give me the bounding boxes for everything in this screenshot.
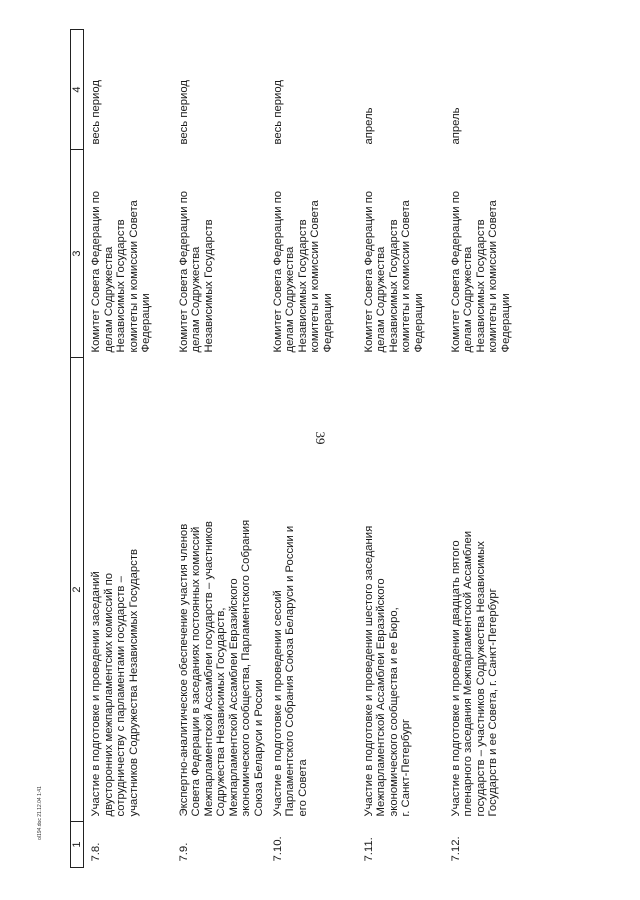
responsible-line: Независимых Государств [474, 219, 487, 353]
page-number: 39 [313, 431, 328, 445]
description-line: пленарного заседания Межпарламентской Ассамблеи [462, 530, 475, 817]
responsible-line: Федерации [413, 293, 426, 353]
row-number: 7.8. [90, 842, 102, 862]
description-line: Союза Беларуси и России [253, 679, 266, 817]
table-row [84, 30, 172, 868]
row-term: весь период [271, 80, 284, 145]
row-number: 7.12. [449, 836, 462, 862]
row-responsible [172, 150, 266, 358]
row-responsible [357, 150, 444, 358]
header-col-3: 3 [71, 150, 84, 358]
description-line: Содружества Независимых Государств, [215, 607, 228, 817]
responsible-line: Федерации [322, 293, 335, 353]
description-line: Межпарламентской Ассамблеи Евразийского [375, 578, 388, 817]
responsible-line: Федерации [500, 293, 513, 353]
row-term: апрель [449, 107, 462, 145]
row-description [266, 358, 357, 822]
responsible-line: делам Содружества [375, 246, 388, 353]
responsible-line: делам Содружества [190, 246, 203, 353]
description-line: участников Содружества Независимых Государств [127, 548, 140, 817]
responsible-line: Независимых Государств [202, 219, 215, 353]
responsible-line: комитеты и комиссии Совета [400, 200, 413, 353]
description-line: его Совета [296, 759, 309, 817]
description-line: Парламентского Собрания Союза Беларуси и России и [284, 525, 297, 817]
header-col-1: 1 [71, 822, 84, 868]
description-line: Участие в подготовке и проведении сессий [271, 590, 284, 817]
responsible-line: комитеты и комиссии Совета [309, 200, 322, 353]
responsible-line: Комитет Совета Федерации по [271, 190, 284, 353]
description-line: экономического сообщества, Парламентского Собрания [240, 519, 253, 817]
table-row [444, 30, 541, 868]
table-row [266, 30, 357, 868]
responsible-line: комитеты и комиссии Совета [487, 200, 500, 353]
description-line: Государств и ее Совета, г. Санкт-Петербург [487, 588, 500, 817]
responsible-line: Независимых Государств [296, 219, 309, 353]
table-row [172, 30, 266, 868]
row-responsible [444, 150, 541, 358]
description-line: г. Санкт-Петербург [400, 718, 413, 817]
description-line: экономического сообщества и ее Бюро, [387, 607, 400, 817]
row-number: 7.10. [271, 836, 284, 862]
responsible-line: Комитет Совета Федерации по [177, 190, 190, 353]
row-term: весь период [177, 80, 190, 145]
row-description [357, 358, 444, 822]
row-term: весь период [90, 80, 102, 145]
responsible-line: Независимых Государств [115, 219, 128, 353]
row-responsible [84, 150, 172, 358]
description-line: государств – участников Содружества Независимых [474, 541, 487, 817]
description-line: Межпарламентской Ассамблеи государств – участников [202, 521, 215, 817]
description-line: двусторонних межпарламентских комиссий по [102, 572, 115, 817]
plan-table [70, 29, 541, 868]
description-line: сотрудничеству с парламентами государств – [115, 576, 128, 817]
table-header-row [71, 30, 84, 868]
rotated-table-container [70, 30, 640, 868]
description-line: Экспертно-аналитическое обеспечение участия членов [177, 523, 190, 817]
description-line: Участие в подготовке и проведении шестого заседания [362, 525, 375, 817]
description-line: Межпарламентской Ассамблеи Евразийского [227, 578, 240, 817]
row-description [172, 358, 266, 822]
description-line: Совета Федерации в заседаниях постоянных комиссий [190, 526, 203, 817]
row-description [444, 358, 541, 822]
row-term: апрель [362, 107, 375, 145]
responsible-line: Комитет Совета Федерации по [362, 190, 375, 353]
responsible-line: делам Содружества [462, 246, 475, 353]
table-row [357, 30, 444, 868]
header-col-4: 4 [71, 30, 84, 150]
row-number: 7.9. [177, 842, 190, 862]
description-line: Участие в подготовке и проведении заседаний [90, 571, 102, 817]
responsible-line: Комитет Совета Федерации по [90, 190, 102, 353]
responsible-line: делам Содружества [284, 246, 297, 353]
row-responsible [266, 150, 357, 358]
footer-filename: ol194.doc 21.12.04 1:41 [37, 786, 43, 840]
header-col-2: 2 [71, 358, 84, 822]
responsible-line: Комитет Совета Федерации по [449, 190, 462, 353]
responsible-line: делам Содружества [102, 246, 115, 353]
description-line: Участие в подготовке и проведении двадцать пятого [449, 540, 462, 817]
row-number: 7.11. [362, 837, 375, 862]
responsible-line: комитеты и комиссии Совета [127, 200, 140, 353]
responsible-line: Федерации [140, 293, 153, 353]
row-description [84, 358, 172, 822]
responsible-line: Независимых Государств [387, 219, 400, 353]
